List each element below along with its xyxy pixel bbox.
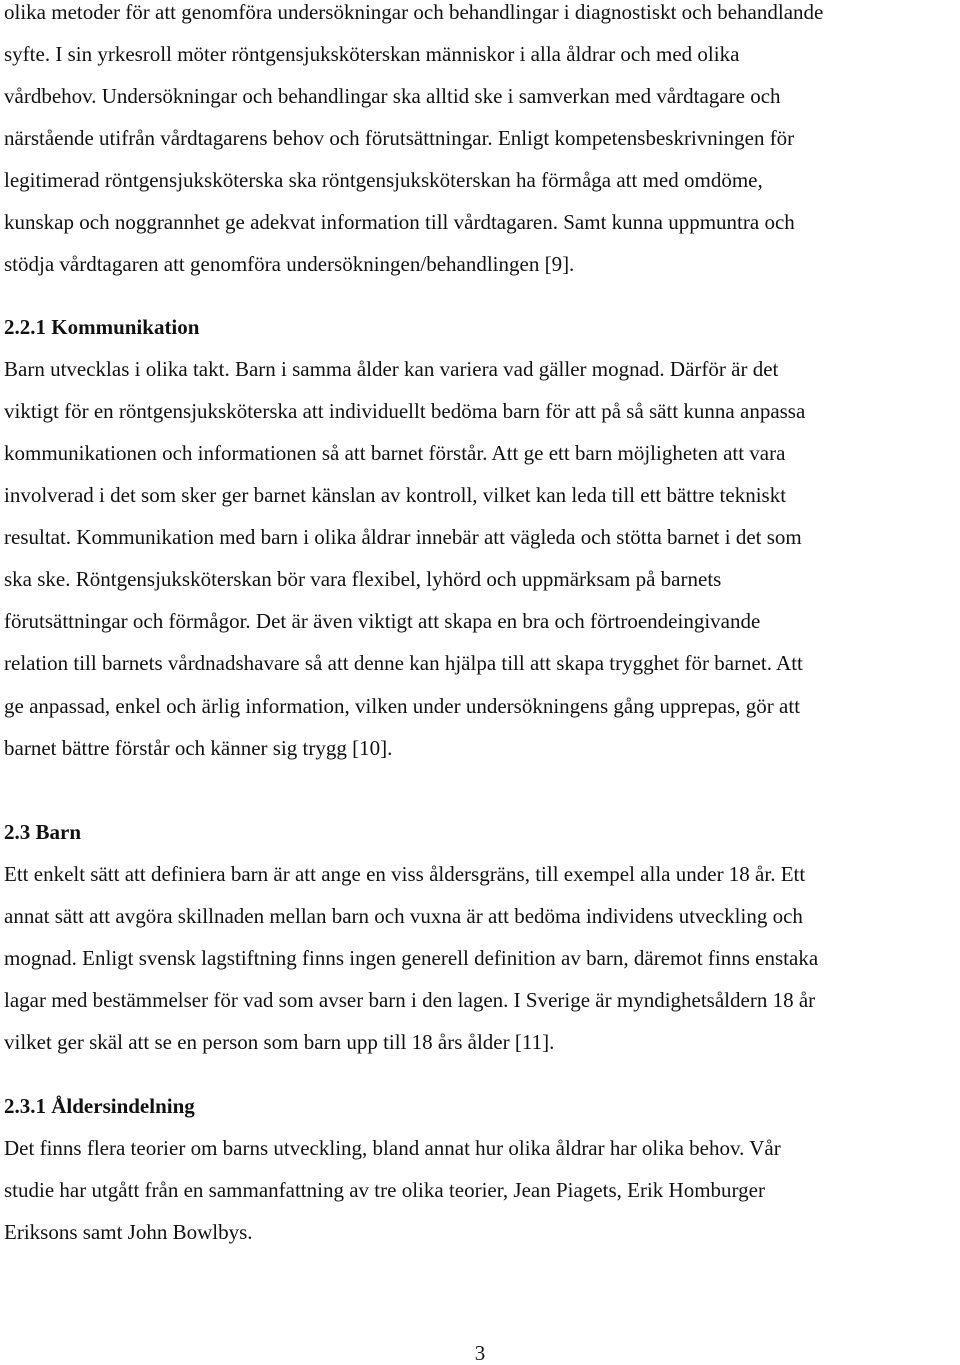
paragraph-line: ge anpassad, enkel och ärlig information, vilken under undersökningens gång upprepas, gör att — [4, 694, 801, 718]
paragraph-line: mognad. Enligt svensk lagstiftning finns ingen generell definition av barn, däremot finns enstaka — [4, 946, 819, 970]
intro-line: syfte. I sin yrkesroll möter röntgensjuksköterskan människor i alla åldrar och med olika — [4, 42, 740, 66]
paragraph-line: viktigt för en röntgensjuksköterska att individuellt bedöma barn för att på så sätt kunna anpassa — [4, 399, 806, 423]
intro-line: olika metoder för att genomföra undersökningar och behandlingar i diagnostiskt och behandlande — [4, 0, 824, 24]
intro-line: kunskap och noggrannhet ge adekvat information till vårdtagaren. Samt kunna uppmuntra och — [4, 210, 795, 234]
paragraph-line: Ett enkelt sätt att definiera barn är att ange en viss åldersgräns, till exempel alla under 18 år. Ett — [4, 862, 806, 886]
intro-line: närstående utifrån vårdtagarens behov och förutsättningar. Enligt kompetensbeskrivningen för — [4, 126, 795, 150]
paragraph-line: annat sätt att avgöra skillnaden mellan barn och vuxna är att bedöma individens utveckling och — [4, 904, 803, 928]
paragraph-line: resultat. Kommunikation med barn i olika åldrar innebär att vägleda och stötta barnet i det som — [4, 525, 802, 549]
paragraph-line: förutsättningar och förmågor. Det är även viktigt att skapa en bra och förtroendeingivande — [4, 609, 761, 633]
paragraph-line: studie har utgått från en sammanfattning av tre olika teorier, Jean Piagets, Erik Homburger — [4, 1178, 765, 1202]
page-number: 3 — [474, 1341, 486, 1365]
section-heading-aldersindelning: 2.3.1 Åldersindelning — [4, 1094, 195, 1118]
paragraph-line: vilket ger skäl att se en person som barn upp till 18 års ålder [11]. — [4, 1030, 555, 1054]
document-page — [4, 0, 956, 1364]
intro-line: vårdbehov. Undersökningar och behandlingar ska alltid ske i samverkan med vårdtagare och — [4, 84, 781, 108]
paragraph-line: lagar med bestämmelser för vad som avser barn i den lagen. I Sverige är myndighetsåldern 18 år — [4, 988, 816, 1012]
paragraph-line: relation till barnets vårdnadshavare så att denne kan hjälpa till att skapa trygghet för barnet. Att — [4, 651, 803, 675]
paragraph-line: involverad i det som sker ger barnet känslan av kontroll, vilket kan leda till ett bättre tekniskt — [4, 483, 787, 507]
paragraph-line: barnet bättre förstår och känner sig trygg [10]. — [4, 736, 393, 760]
section-heading-kommunikation: 2.2.1 Kommunikation — [4, 315, 200, 339]
paragraph-line: Barn utvecklas i olika takt. Barn i samma ålder kan variera vad gäller mognad. Därför är det — [4, 357, 779, 381]
intro-line: legitimerad röntgensjuksköterska ska röntgensjuksköterskan ha förmåga att med omdöme, — [4, 168, 763, 192]
paragraph-line: ska ske. Röntgensjuksköterskan bör vara flexibel, lyhörd och uppmärksam på barnets — [4, 567, 722, 591]
section-heading-barn: 2.3 Barn — [4, 820, 82, 844]
paragraph-line: kommunikationen och informationen så att barnet förstår. Att ge ett barn möjligheten att vara — [4, 441, 786, 465]
intro-line: stödja vårdtagaren att genomföra undersökningen/behandlingen [9]. — [4, 252, 575, 276]
paragraph-line: Det finns flera teorier om barns utveckling, bland annat hur olika åldrar har olika behov. Vår — [4, 1136, 781, 1160]
paragraph-line: Eriksons samt John Bowlbys. — [4, 1220, 253, 1244]
